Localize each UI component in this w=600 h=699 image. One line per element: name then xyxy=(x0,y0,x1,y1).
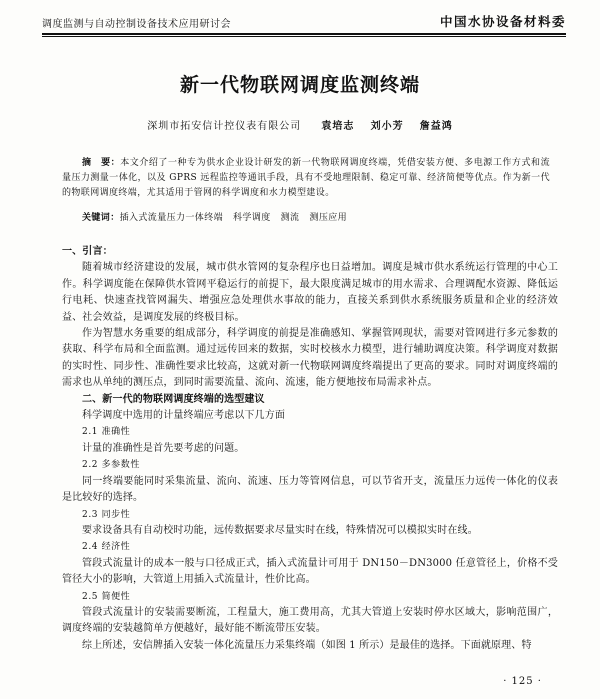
subsection-heading: 2.1 准确性 xyxy=(82,427,131,438)
abstract-label: 摘 要： xyxy=(82,158,121,168)
paragraph: 同一终端要能同时采集流量、流向、流速、压力等管网信息，可以节省开支，流量压力远传一体化的仪表是比较好的选择。 xyxy=(62,475,558,504)
paragraph: 综上所述，安信牌插入安装一体化流量压力采集终端（如图 1 所示）是最佳的选择。下面就原理、特 xyxy=(82,639,532,651)
header-rule-thin xyxy=(42,36,566,37)
subsection-heading: 2.2 多参数性 xyxy=(82,460,140,471)
paragraph: 管段式流量计的安装需要断流，工程量大，施工费用高，尤其大管道上安装时停水区域大，影响范围广，调度终端的安装越简单方便越好，最好能不断流带压安装。 xyxy=(62,606,558,635)
subsection-heading: 2.3 同步性 xyxy=(82,509,131,520)
header-conference: 调度监测与自动控制设备技术应用研讨会 xyxy=(42,19,231,30)
keyword: 测压应用 xyxy=(309,213,348,223)
paragraph: 计量的准确性是首先要考虑的问题。 xyxy=(82,442,245,454)
author-name: 詹益鸿 xyxy=(419,121,453,132)
author-name: 袁培志 xyxy=(321,121,355,132)
author-name: 刘小芳 xyxy=(370,121,404,132)
keyword: 科学调度 xyxy=(233,213,271,223)
paragraph: 随着城市经济建设的发展，城市供水管网的复杂程序也日益增加。调度是城市供水系统运行管理的中心工作。科学调度能在保障供水管网平稳运行的前提下，最大限度满足城市的用水需求、合理调配水资源、降低运行电耗、快速查找管网漏失、增强应急处理供水事故的能力，直接关系到供水系统服务质量和企业的经济效益、社会效益，是调度发展的终极目标。 xyxy=(62,262,558,323)
section-heading: 一、引言： xyxy=(62,246,113,257)
affiliation: 深圳市拓安信计控仪表有限公司 xyxy=(147,121,302,132)
header-rule-thick xyxy=(42,33,566,35)
subsection-heading: 2.5 简便性 xyxy=(82,591,131,602)
paragraph: 科学调度中选用的计量终端应考虑以下几方面 xyxy=(82,410,285,422)
body-text xyxy=(62,244,558,654)
keywords-label: 关键词： xyxy=(82,213,120,223)
section-heading: 二、新一代的物联网调度终端的选型建议 xyxy=(82,393,265,405)
paragraph: 管段式流量计的成本一般与口径成正式，插入式流量计可用于 DN150－DN3000 任意管径上，价格不受管径大小的影响，大管道上用插入式流量计，性价比高。 xyxy=(62,557,558,586)
abstract-text: 本文介绍了一种专为供水企业设计研发的新一代物联网调度终端，凭借安装方便、多电源工作方式和流量压力测量一体化，以及 GPRS 远程监控等通讯手段，具有不受地理限制、稳定可靠、经济简便等优点。作为新一代的物联网调度终端，尤其适用于管网的科学调度和水力模型建设。 xyxy=(62,158,550,198)
abstract xyxy=(62,156,550,201)
keyword: 插入式流量压力一体终端 xyxy=(119,213,224,223)
author-line xyxy=(0,117,600,132)
paragraph: 作为智慧水务重要的组成部分，科学调度的前提是准确感知、掌握管网现状，需要对管网进行多元参数的获取、科学布局和全面监测。通过远传回来的数据，实时校核水力模型，进行辅助调度决策。科学调度对数据的实时性、同步性、准确性要求比较高，这就对新一代物联网调度终端提出了更高的要求。同时对调度终端的需求也从单纯的测压点，到同时需要流量、流向、流速，能方便地按布局需求补点。 xyxy=(62,328,558,389)
page-number: · 125 · xyxy=(503,676,542,687)
paper-title: 新一代物联网调度监测终端 xyxy=(179,74,420,96)
header-committee: 中国水协设备材料委 xyxy=(439,14,566,29)
keywords xyxy=(82,211,550,226)
keyword: 测流 xyxy=(280,213,300,223)
paragraph: 要求设备具有自动校时功能，远传数据要求尽量实时在线，特殊情况可以模拟实时在线。 xyxy=(82,524,478,536)
running-header xyxy=(42,8,566,30)
subsection-heading: 2.4 经济性 xyxy=(82,542,131,553)
